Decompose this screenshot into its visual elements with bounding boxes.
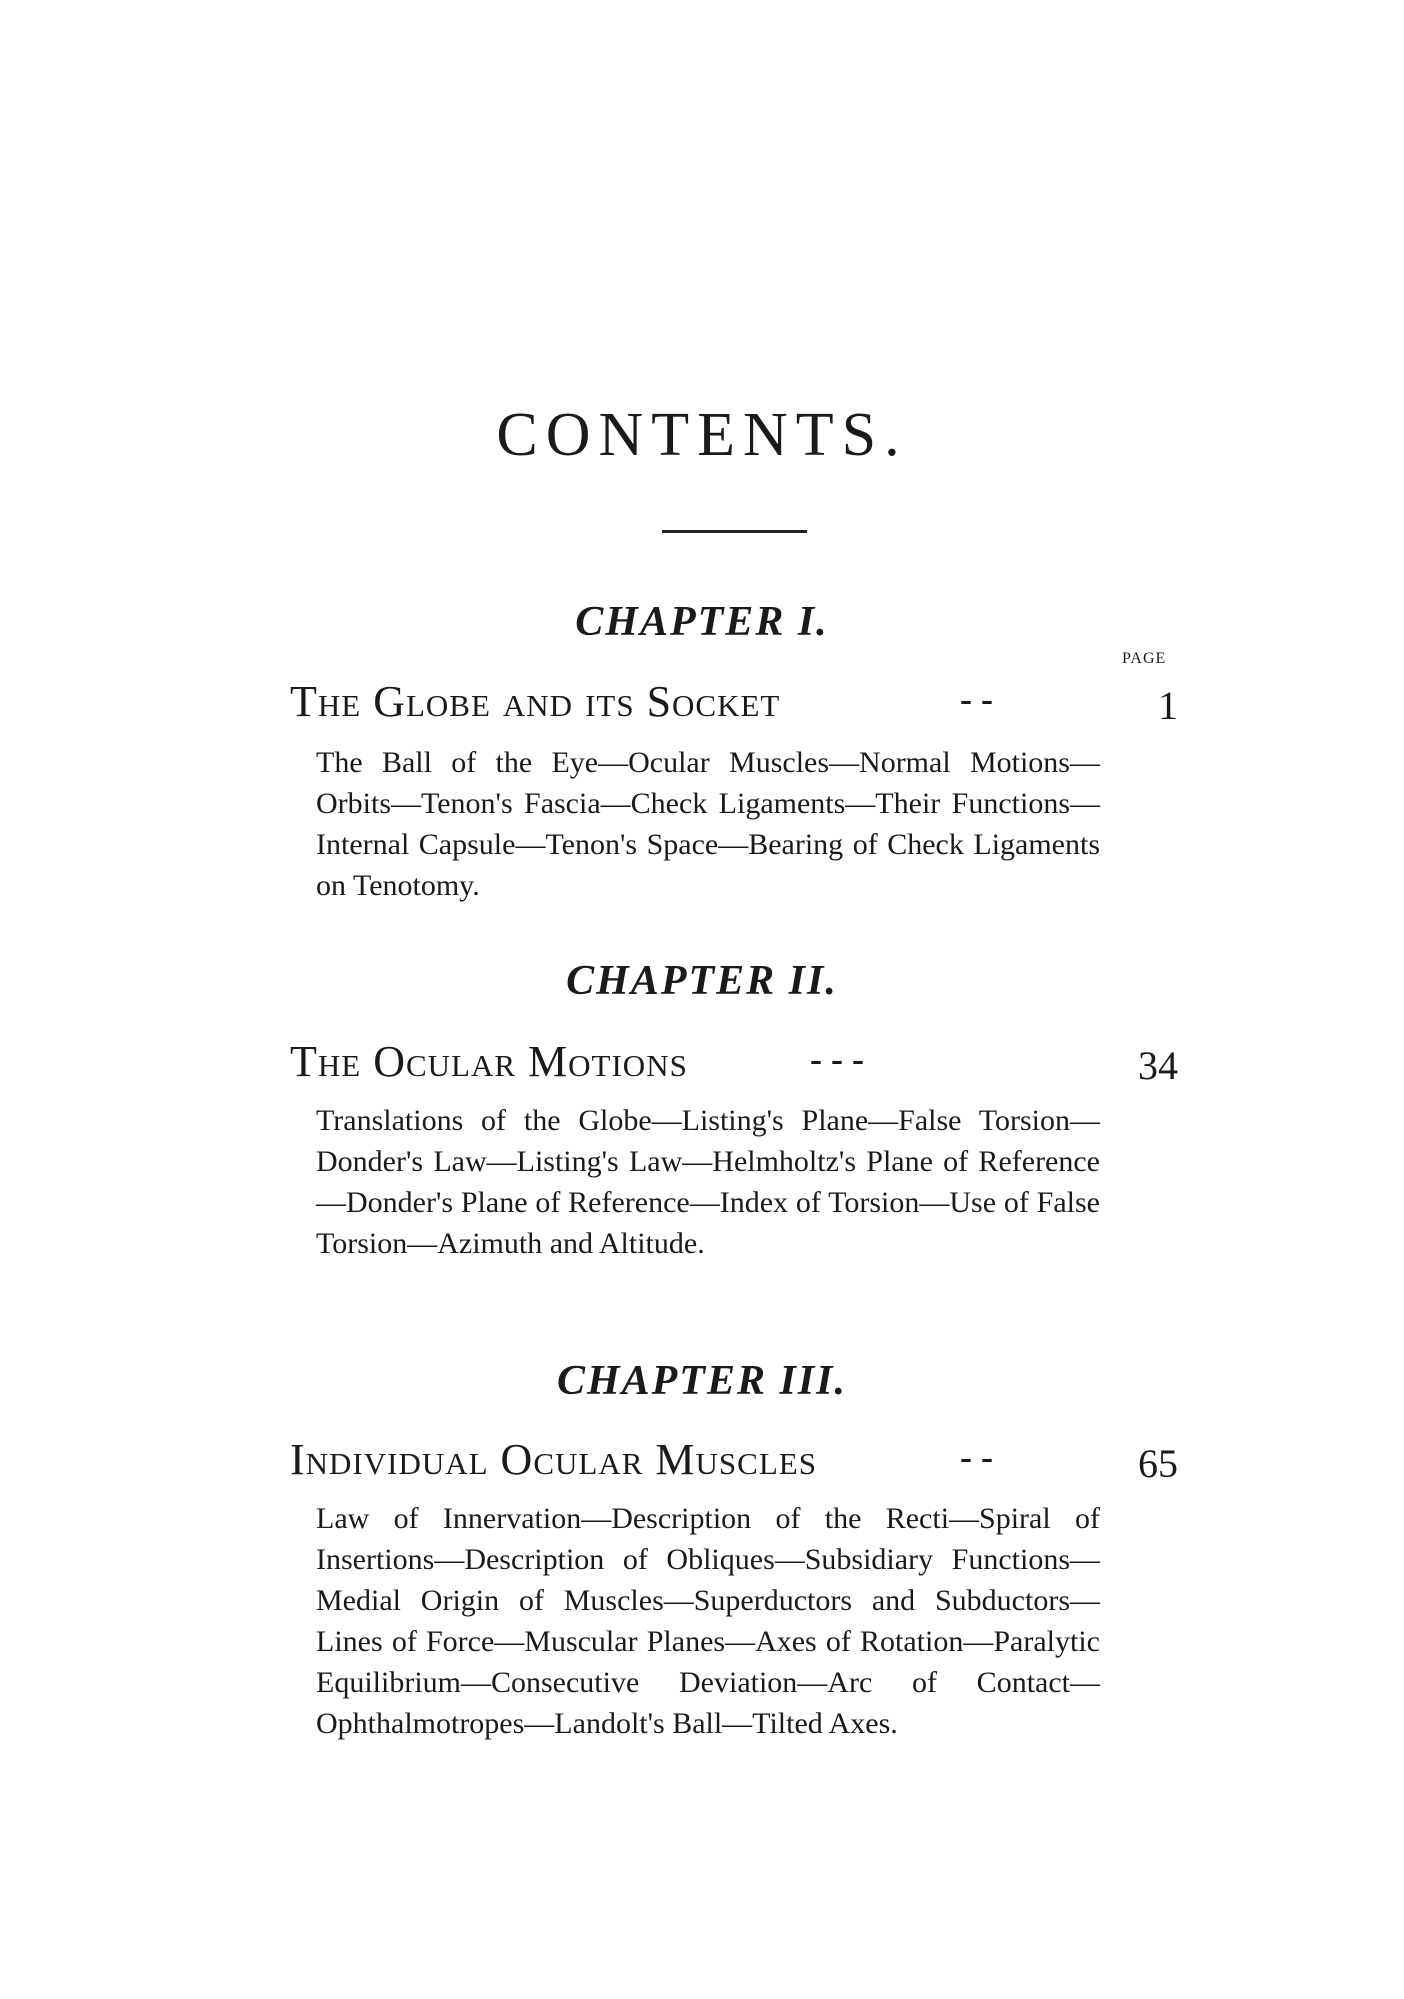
chapter-heading-3: CHAPTER III.: [556, 1358, 848, 1404]
chapter-summary-2: Translations of the Globe—Listing's Plane—False Torsion—Donder's Law—Listing's Law—Helmholtz's Plane of Reference—Donder's Plane of Reference—Index of Torsion—Use of False Torsion—Azimuth and Altitude.: [316, 1104, 1100, 1260]
toc-entry-3[interactable]: [290, 1434, 1190, 1494]
page-column-label: PAGE: [1122, 650, 1167, 667]
toc-entry-1[interactable]: [290, 676, 1190, 736]
leader-dots-1: - -: [960, 679, 993, 719]
chapter-heading-2: CHAPTER II.: [566, 958, 838, 1004]
page-number-1: 1: [1158, 683, 1178, 728]
toc-entry-2[interactable]: [290, 1036, 1190, 1096]
leader-dots-2: - - -: [810, 1039, 864, 1079]
chapter-summary-1: The Ball of the Eye—Ocular Muscles—Normal Motions—Orbits—Tenon's Fascia—Check Ligaments—Their Functions—Internal Capsule—Tenon's Space—Bearing of Check Ligaments on Tenotomy.: [316, 746, 1100, 902]
page-title: CONTENTS.: [496, 401, 908, 469]
title-rule: [662, 530, 807, 533]
chapter-heading-1: CHAPTER I.: [575, 599, 829, 645]
entry-title-1: The Globe and its Socket: [290, 677, 781, 726]
chapter-summary-3: Law of Innervation—Description of the Recti—Spiral of Insertions—Description of Obliques—Subsidiary Functions—Medial Origin of Muscles—Superductors and Subductors—Lines of Force—Muscular Planes—Axes of Rotation—Paralytic Equilibrium—Consecutive Deviation—Arc of Contact—Ophthalmotropes—Landolt's Ball—Tilted Axes.: [316, 1502, 1100, 1740]
entry-title-3: Individual Ocular Muscles: [290, 1435, 817, 1484]
page-number-2: 34: [1138, 1043, 1178, 1088]
page-number-3: 65: [1138, 1441, 1178, 1486]
entry-title-2: The Ocular Motions: [290, 1037, 688, 1086]
leader-dots-3: - -: [960, 1437, 993, 1477]
